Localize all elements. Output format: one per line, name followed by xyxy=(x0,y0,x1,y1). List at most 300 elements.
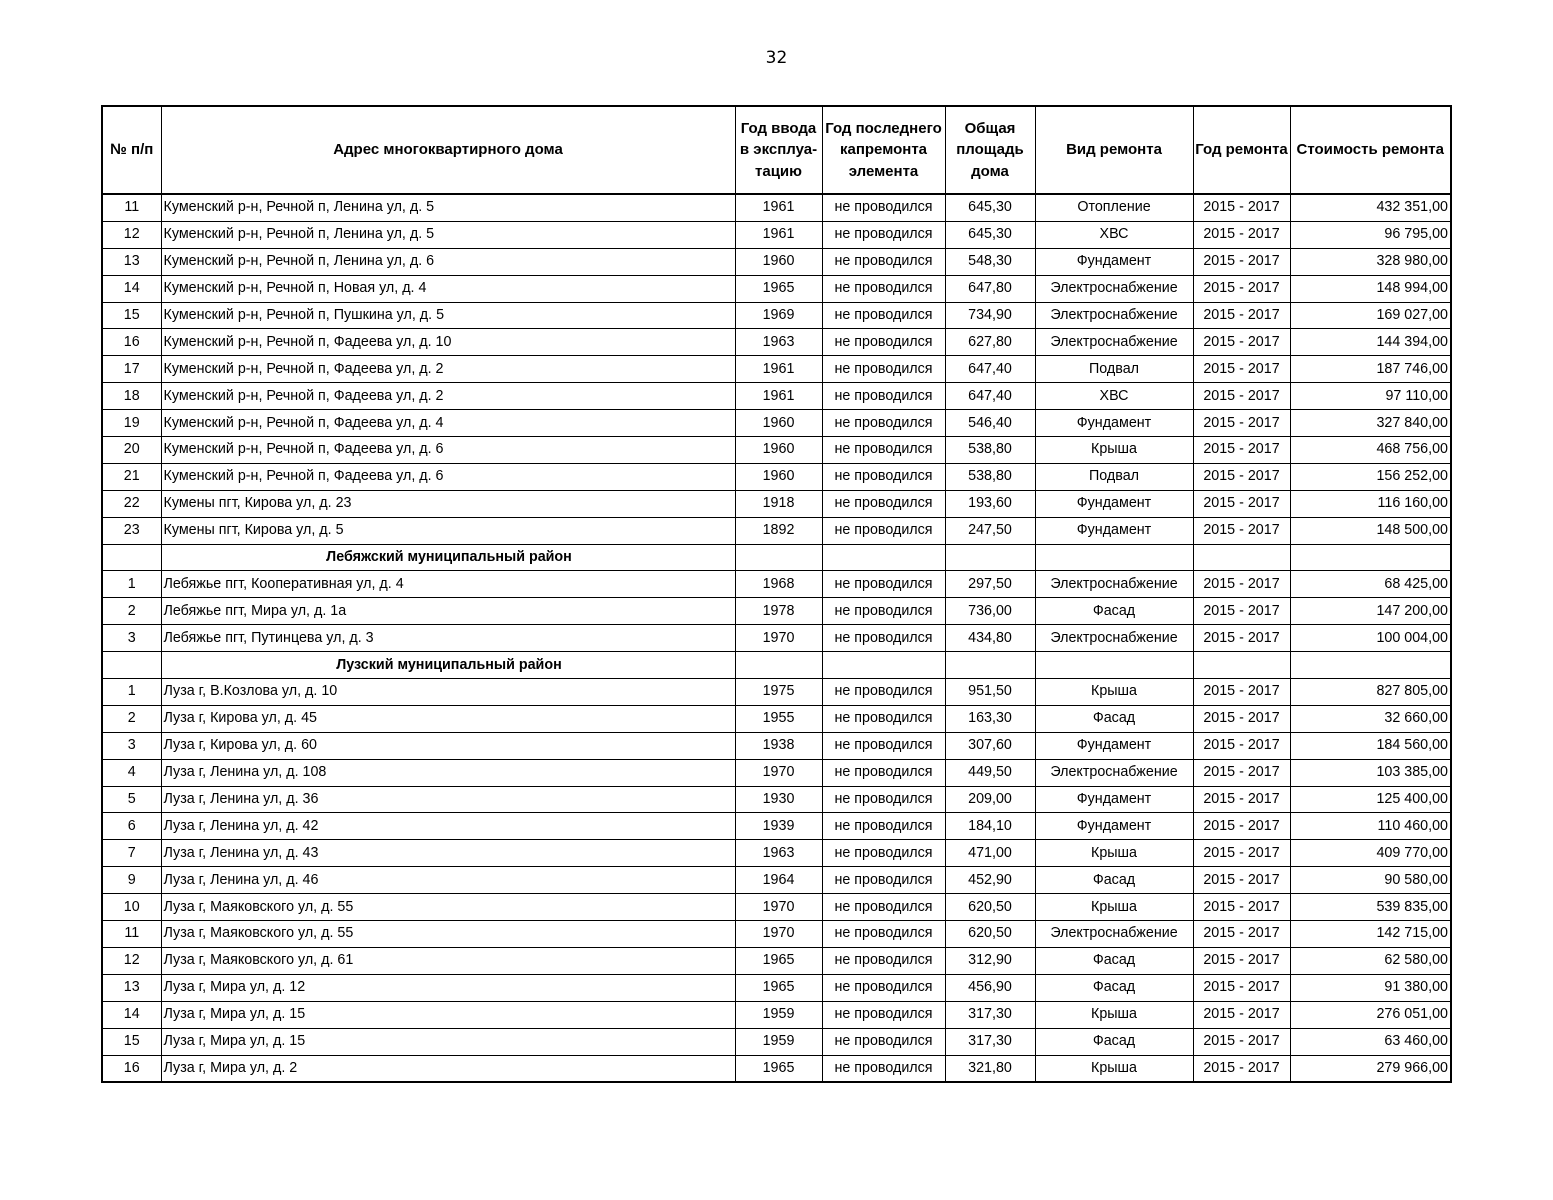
cell-repair-type: Крыша xyxy=(1035,840,1193,867)
cell-address: Луза г, Мира ул, д. 2 xyxy=(161,1055,735,1082)
header-cost: Стоимость ремонта xyxy=(1290,106,1451,194)
cell-address: Луза г, Кирова ул, д. 60 xyxy=(161,732,735,759)
cell-repair-type: Фасад xyxy=(1035,947,1193,974)
cell-repair-year: 2015 - 2017 xyxy=(1193,194,1290,221)
cell-repair-type: Фасад xyxy=(1035,974,1193,1001)
cell-year-built: 1961 xyxy=(735,194,822,221)
cell-num: 1 xyxy=(102,679,161,706)
cell-area: 456,90 xyxy=(945,974,1035,1001)
empty-cell xyxy=(1193,544,1290,571)
cell-area: 317,30 xyxy=(945,1001,1035,1028)
cell-address: Куменский р-н, Речной п, Ленина ул, д. 6 xyxy=(161,248,735,275)
cell-area: 620,50 xyxy=(945,921,1035,948)
table-row xyxy=(102,194,1451,221)
cell-last-repair: не проводился xyxy=(822,275,945,302)
cell-address: Куменский р-н, Речной п, Пушкина ул, д. 5 xyxy=(161,302,735,329)
cell-address: Луза г, Маяковского ул, д. 55 xyxy=(161,894,735,921)
table-row xyxy=(102,974,1451,1001)
table-row xyxy=(102,732,1451,759)
cell-cost: 468 756,00 xyxy=(1290,437,1451,464)
table-row xyxy=(102,410,1451,437)
cell-area: 734,90 xyxy=(945,302,1035,329)
cell-area: 317,30 xyxy=(945,1028,1035,1055)
cell-num: 17 xyxy=(102,356,161,383)
empty-cell xyxy=(1193,652,1290,679)
cell-area: 620,50 xyxy=(945,894,1035,921)
header-repair-year: Год ремонта xyxy=(1193,106,1290,194)
cell-address: Луза г, Мира ул, д. 12 xyxy=(161,974,735,1001)
cell-address: Куменский р-н, Речной п, Фадеева ул, д. 2 xyxy=(161,383,735,410)
cell-num: 7 xyxy=(102,840,161,867)
cell-cost: 148 500,00 xyxy=(1290,517,1451,544)
cell-num: 15 xyxy=(102,1028,161,1055)
cell-year-built: 1965 xyxy=(735,275,822,302)
cell-repair-type: Фасад xyxy=(1035,598,1193,625)
cell-address: Куменский р-н, Речной п, Фадеева ул, д. 6 xyxy=(161,463,735,490)
cell-address: Луза г, Мира ул, д. 15 xyxy=(161,1001,735,1028)
empty-cell xyxy=(102,544,161,571)
cell-area: 546,40 xyxy=(945,410,1035,437)
cell-repair-type: Подвал xyxy=(1035,356,1193,383)
cell-address: Луза г, Ленина ул, д. 42 xyxy=(161,813,735,840)
cell-address: Луза г, Мира ул, д. 15 xyxy=(161,1028,735,1055)
cell-cost: 110 460,00 xyxy=(1290,813,1451,840)
table-row xyxy=(102,571,1451,598)
cell-cost: 97 110,00 xyxy=(1290,383,1451,410)
cell-year-built: 1939 xyxy=(735,813,822,840)
cell-year-built: 1961 xyxy=(735,221,822,248)
empty-cell xyxy=(945,652,1035,679)
table-row xyxy=(102,840,1451,867)
cell-cost: 96 795,00 xyxy=(1290,221,1451,248)
table-header-row xyxy=(102,106,1451,194)
cell-last-repair: не проводился xyxy=(822,329,945,356)
cell-area: 297,50 xyxy=(945,571,1035,598)
cell-area: 307,60 xyxy=(945,732,1035,759)
cell-last-repair: не проводился xyxy=(822,759,945,786)
cell-cost: 187 746,00 xyxy=(1290,356,1451,383)
cell-repair-year: 2015 - 2017 xyxy=(1193,1028,1290,1055)
cell-repair-type: Электроснабжение xyxy=(1035,759,1193,786)
cell-repair-year: 2015 - 2017 xyxy=(1193,275,1290,302)
cell-cost: 328 980,00 xyxy=(1290,248,1451,275)
cell-cost: 279 966,00 xyxy=(1290,1055,1451,1082)
cell-repair-year: 2015 - 2017 xyxy=(1193,1001,1290,1028)
table-row xyxy=(102,1028,1451,1055)
cell-repair-year: 2015 - 2017 xyxy=(1193,867,1290,894)
table-row xyxy=(102,705,1451,732)
table-row xyxy=(102,437,1451,464)
cell-address: Куменский р-н, Речной п, Фадеева ул, д. 10 xyxy=(161,329,735,356)
cell-area: 184,10 xyxy=(945,813,1035,840)
cell-num: 2 xyxy=(102,705,161,732)
cell-year-built: 1963 xyxy=(735,840,822,867)
cell-num: 23 xyxy=(102,517,161,544)
cell-last-repair: не проводился xyxy=(822,732,945,759)
table-row xyxy=(102,1055,1451,1082)
header-repair-type: Вид ремонта xyxy=(1035,106,1193,194)
cell-address: Лебяжье пгт, Путинцева ул, д. 3 xyxy=(161,625,735,652)
cell-num: 16 xyxy=(102,1055,161,1082)
cell-year-built: 1965 xyxy=(735,947,822,974)
table-row xyxy=(102,383,1451,410)
cell-last-repair: не проводился xyxy=(822,1055,945,1082)
cell-year-built: 1959 xyxy=(735,1028,822,1055)
table-row xyxy=(102,517,1451,544)
cell-repair-type: Фундамент xyxy=(1035,248,1193,275)
cell-address: Луза г, Ленина ул, д. 46 xyxy=(161,867,735,894)
cell-repair-type: Фундамент xyxy=(1035,786,1193,813)
cell-num: 14 xyxy=(102,1001,161,1028)
cell-address: Лебяжье пгт, Кооперативная ул, д. 4 xyxy=(161,571,735,598)
cell-cost: 125 400,00 xyxy=(1290,786,1451,813)
cell-last-repair: не проводился xyxy=(822,679,945,706)
cell-repair-year: 2015 - 2017 xyxy=(1193,437,1290,464)
cell-area: 321,80 xyxy=(945,1055,1035,1082)
cell-repair-type: Крыша xyxy=(1035,1001,1193,1028)
cell-last-repair: не проводился xyxy=(822,437,945,464)
cell-repair-year: 2015 - 2017 xyxy=(1193,894,1290,921)
table-row xyxy=(102,813,1451,840)
cell-last-repair: не проводился xyxy=(822,921,945,948)
empty-cell xyxy=(822,652,945,679)
cell-cost: 169 027,00 xyxy=(1290,302,1451,329)
cell-year-built: 1960 xyxy=(735,410,822,437)
table-row xyxy=(102,786,1451,813)
cell-repair-year: 2015 - 2017 xyxy=(1193,974,1290,1001)
cell-cost: 90 580,00 xyxy=(1290,867,1451,894)
empty-cell xyxy=(1290,544,1451,571)
cell-repair-type: Фундамент xyxy=(1035,517,1193,544)
cell-repair-type: Подвал xyxy=(1035,463,1193,490)
cell-repair-year: 2015 - 2017 xyxy=(1193,705,1290,732)
cell-last-repair: не проводился xyxy=(822,302,945,329)
cell-address: Куменский р-н, Речной п, Ленина ул, д. 5 xyxy=(161,221,735,248)
cell-last-repair: не проводился xyxy=(822,490,945,517)
cell-address: Куменский р-н, Речной п, Фадеева ул, д. 6 xyxy=(161,437,735,464)
cell-num: 12 xyxy=(102,947,161,974)
cell-repair-year: 2015 - 2017 xyxy=(1193,625,1290,652)
cell-repair-type: Крыша xyxy=(1035,894,1193,921)
empty-cell xyxy=(822,544,945,571)
cell-num: 11 xyxy=(102,921,161,948)
cell-num: 2 xyxy=(102,598,161,625)
empty-cell xyxy=(1290,652,1451,679)
cell-year-built: 1961 xyxy=(735,356,822,383)
cell-num: 12 xyxy=(102,221,161,248)
cell-repair-type: Фасад xyxy=(1035,867,1193,894)
header-year-built: Год ввода в эксплуа-тацию xyxy=(735,106,822,194)
table-row xyxy=(102,921,1451,948)
cell-repair-year: 2015 - 2017 xyxy=(1193,248,1290,275)
cell-repair-year: 2015 - 2017 xyxy=(1193,786,1290,813)
cell-last-repair: не проводился xyxy=(822,463,945,490)
cell-last-repair: не проводился xyxy=(822,786,945,813)
cell-repair-year: 2015 - 2017 xyxy=(1193,490,1290,517)
cell-num: 22 xyxy=(102,490,161,517)
cell-cost: 156 252,00 xyxy=(1290,463,1451,490)
cell-repair-type: Фундамент xyxy=(1035,732,1193,759)
cell-year-built: 1938 xyxy=(735,732,822,759)
cell-cost: 63 460,00 xyxy=(1290,1028,1451,1055)
cell-repair-year: 2015 - 2017 xyxy=(1193,840,1290,867)
table-row xyxy=(102,894,1451,921)
cell-num: 19 xyxy=(102,410,161,437)
cell-num: 11 xyxy=(102,194,161,221)
table-row xyxy=(102,759,1451,786)
cell-address: Куменский р-н, Речной п, Фадеева ул, д. 4 xyxy=(161,410,735,437)
cell-area: 647,40 xyxy=(945,356,1035,383)
cell-area: 312,90 xyxy=(945,947,1035,974)
section-title: Лузский муниципальный район xyxy=(161,652,735,679)
cell-address: Луза г, В.Козлова ул, д. 10 xyxy=(161,679,735,706)
cell-area: 193,60 xyxy=(945,490,1035,517)
cell-area: 247,50 xyxy=(945,517,1035,544)
section-title: Лебяжский муниципальный район xyxy=(161,544,735,571)
cell-address: Луза г, Ленина ул, д. 43 xyxy=(161,840,735,867)
cell-address: Луза г, Маяковского ул, д. 55 xyxy=(161,921,735,948)
cell-num: 15 xyxy=(102,302,161,329)
cell-year-built: 1965 xyxy=(735,974,822,1001)
cell-cost: 32 660,00 xyxy=(1290,705,1451,732)
cell-area: 548,30 xyxy=(945,248,1035,275)
cell-year-built: 1959 xyxy=(735,1001,822,1028)
cell-last-repair: не проводился xyxy=(822,571,945,598)
table-row xyxy=(102,248,1451,275)
table-row xyxy=(102,598,1451,625)
cell-area: 538,80 xyxy=(945,463,1035,490)
table-row xyxy=(102,947,1451,974)
cell-cost: 144 394,00 xyxy=(1290,329,1451,356)
cell-area: 627,80 xyxy=(945,329,1035,356)
cell-year-built: 1955 xyxy=(735,705,822,732)
empty-cell xyxy=(945,544,1035,571)
cell-area: 452,90 xyxy=(945,867,1035,894)
cell-year-built: 1963 xyxy=(735,329,822,356)
cell-repair-type: Фасад xyxy=(1035,705,1193,732)
table-row xyxy=(102,302,1451,329)
cell-repair-year: 2015 - 2017 xyxy=(1193,1055,1290,1082)
cell-address: Луза г, Ленина ул, д. 36 xyxy=(161,786,735,813)
cell-last-repair: не проводился xyxy=(822,1001,945,1028)
cell-last-repair: не проводился xyxy=(822,1028,945,1055)
cell-last-repair: не проводился xyxy=(822,867,945,894)
cell-repair-year: 2015 - 2017 xyxy=(1193,383,1290,410)
cell-area: 647,80 xyxy=(945,275,1035,302)
cell-repair-type: ХВС xyxy=(1035,221,1193,248)
cell-cost: 276 051,00 xyxy=(1290,1001,1451,1028)
cell-repair-type: Крыша xyxy=(1035,679,1193,706)
cell-cost: 409 770,00 xyxy=(1290,840,1451,867)
cell-repair-year: 2015 - 2017 xyxy=(1193,679,1290,706)
cell-cost: 142 715,00 xyxy=(1290,921,1451,948)
page-number: 32 xyxy=(765,48,788,68)
cell-year-built: 1978 xyxy=(735,598,822,625)
cell-repair-type: ХВС xyxy=(1035,383,1193,410)
cell-num: 10 xyxy=(102,894,161,921)
cell-repair-type: Отопление xyxy=(1035,194,1193,221)
cell-repair-year: 2015 - 2017 xyxy=(1193,410,1290,437)
cell-last-repair: не проводился xyxy=(822,221,945,248)
cell-repair-year: 2015 - 2017 xyxy=(1193,947,1290,974)
cell-repair-type: Фасад xyxy=(1035,1028,1193,1055)
cell-year-built: 1970 xyxy=(735,894,822,921)
cell-repair-year: 2015 - 2017 xyxy=(1193,356,1290,383)
section-row xyxy=(102,544,1451,571)
cell-num: 21 xyxy=(102,463,161,490)
cell-last-repair: не проводился xyxy=(822,813,945,840)
table-row xyxy=(102,356,1451,383)
cell-cost: 539 835,00 xyxy=(1290,894,1451,921)
cell-repair-type: Электроснабжение xyxy=(1035,625,1193,652)
cell-num: 13 xyxy=(102,974,161,1001)
cell-repair-type: Электроснабжение xyxy=(1035,571,1193,598)
cell-num: 18 xyxy=(102,383,161,410)
cell-area: 163,30 xyxy=(945,705,1035,732)
section-row xyxy=(102,652,1451,679)
cell-year-built: 1968 xyxy=(735,571,822,598)
cell-year-built: 1930 xyxy=(735,786,822,813)
cell-last-repair: не проводился xyxy=(822,974,945,1001)
table-row xyxy=(102,490,1451,517)
cell-last-repair: не проводился xyxy=(822,194,945,221)
cell-cost: 62 580,00 xyxy=(1290,947,1451,974)
cell-address: Кумены пгт, Кирова ул, д. 5 xyxy=(161,517,735,544)
cell-cost: 327 840,00 xyxy=(1290,410,1451,437)
cell-num: 16 xyxy=(102,329,161,356)
cell-repair-type: Крыша xyxy=(1035,437,1193,464)
cell-last-repair: не проводился xyxy=(822,947,945,974)
cell-num: 14 xyxy=(102,275,161,302)
cell-num: 1 xyxy=(102,571,161,598)
cell-repair-year: 2015 - 2017 xyxy=(1193,813,1290,840)
cell-year-built: 1964 xyxy=(735,867,822,894)
cell-address: Луза г, Ленина ул, д. 108 xyxy=(161,759,735,786)
header-address: Адрес многоквартирного дома xyxy=(161,106,735,194)
table-row xyxy=(102,275,1451,302)
cell-address: Лебяжье пгт, Мира ул, д. 1а xyxy=(161,598,735,625)
empty-cell xyxy=(102,652,161,679)
table-row xyxy=(102,221,1451,248)
cell-cost: 116 160,00 xyxy=(1290,490,1451,517)
cell-year-built: 1960 xyxy=(735,463,822,490)
cell-cost: 184 560,00 xyxy=(1290,732,1451,759)
cell-cost: 827 805,00 xyxy=(1290,679,1451,706)
cell-area: 645,30 xyxy=(945,194,1035,221)
cell-num: 9 xyxy=(102,867,161,894)
cell-cost: 91 380,00 xyxy=(1290,974,1451,1001)
cell-repair-type: Электроснабжение xyxy=(1035,275,1193,302)
cell-year-built: 1960 xyxy=(735,248,822,275)
cell-last-repair: не проводился xyxy=(822,840,945,867)
table-row xyxy=(102,867,1451,894)
cell-repair-year: 2015 - 2017 xyxy=(1193,463,1290,490)
header-last-repair: Год последнего капремонта элемента xyxy=(822,106,945,194)
cell-repair-year: 2015 - 2017 xyxy=(1193,329,1290,356)
cell-last-repair: не проводился xyxy=(822,383,945,410)
empty-cell xyxy=(735,652,822,679)
cell-address: Кумены пгт, Кирова ул, д. 23 xyxy=(161,490,735,517)
cell-area: 449,50 xyxy=(945,759,1035,786)
cell-repair-type: Фундамент xyxy=(1035,813,1193,840)
cell-last-repair: не проводился xyxy=(822,894,945,921)
cell-address: Куменский р-н, Речной п, Новая ул, д. 4 xyxy=(161,275,735,302)
cell-num: 3 xyxy=(102,732,161,759)
cell-cost: 148 994,00 xyxy=(1290,275,1451,302)
cell-cost: 100 004,00 xyxy=(1290,625,1451,652)
cell-num: 6 xyxy=(102,813,161,840)
cell-area: 951,50 xyxy=(945,679,1035,706)
cell-year-built: 1965 xyxy=(735,1055,822,1082)
cell-num: 13 xyxy=(102,248,161,275)
cell-year-built: 1892 xyxy=(735,517,822,544)
cell-last-repair: не проводился xyxy=(822,356,945,383)
cell-year-built: 1918 xyxy=(735,490,822,517)
empty-cell xyxy=(1035,652,1193,679)
cell-num: 5 xyxy=(102,786,161,813)
cell-year-built: 1970 xyxy=(735,759,822,786)
table-row xyxy=(102,1001,1451,1028)
cell-last-repair: не проводился xyxy=(822,248,945,275)
cell-repair-type: Электроснабжение xyxy=(1035,329,1193,356)
table-row xyxy=(102,463,1451,490)
empty-cell xyxy=(735,544,822,571)
cell-repair-type: Фундамент xyxy=(1035,410,1193,437)
cell-area: 647,40 xyxy=(945,383,1035,410)
header-area: Общая площадь дома xyxy=(945,106,1035,194)
table-row xyxy=(102,625,1451,652)
cell-address: Луза г, Кирова ул, д. 45 xyxy=(161,705,735,732)
cell-last-repair: не проводился xyxy=(822,598,945,625)
cell-area: 434,80 xyxy=(945,625,1035,652)
cell-repair-year: 2015 - 2017 xyxy=(1193,517,1290,544)
cell-year-built: 1961 xyxy=(735,383,822,410)
cell-num: 20 xyxy=(102,437,161,464)
table-row xyxy=(102,679,1451,706)
cell-area: 209,00 xyxy=(945,786,1035,813)
cell-repair-type: Электроснабжение xyxy=(1035,302,1193,329)
cell-cost: 103 385,00 xyxy=(1290,759,1451,786)
cell-repair-year: 2015 - 2017 xyxy=(1193,921,1290,948)
header-num: № п/п xyxy=(102,106,161,194)
cell-year-built: 1970 xyxy=(735,921,822,948)
cell-year-built: 1970 xyxy=(735,625,822,652)
cell-num: 3 xyxy=(102,625,161,652)
cell-repair-year: 2015 - 2017 xyxy=(1193,732,1290,759)
cell-cost: 432 351,00 xyxy=(1290,194,1451,221)
cell-repair-year: 2015 - 2017 xyxy=(1193,598,1290,625)
cell-last-repair: не проводился xyxy=(822,517,945,544)
cell-year-built: 1960 xyxy=(735,437,822,464)
cell-area: 736,00 xyxy=(945,598,1035,625)
cell-address: Куменский р-н, Речной п, Фадеева ул, д. 2 xyxy=(161,356,735,383)
cell-last-repair: не проводился xyxy=(822,410,945,437)
repair-program-table xyxy=(101,105,1452,1083)
cell-repair-year: 2015 - 2017 xyxy=(1193,571,1290,598)
cell-repair-type: Крыша xyxy=(1035,1055,1193,1082)
cell-cost: 68 425,00 xyxy=(1290,571,1451,598)
cell-area: 471,00 xyxy=(945,840,1035,867)
cell-repair-type: Электроснабжение xyxy=(1035,921,1193,948)
cell-last-repair: не проводился xyxy=(822,625,945,652)
table-row xyxy=(102,329,1451,356)
cell-repair-year: 2015 - 2017 xyxy=(1193,302,1290,329)
cell-address: Луза г, Маяковского ул, д. 61 xyxy=(161,947,735,974)
cell-repair-year: 2015 - 2017 xyxy=(1193,759,1290,786)
cell-year-built: 1969 xyxy=(735,302,822,329)
table-body xyxy=(102,194,1451,1082)
empty-cell xyxy=(1035,544,1193,571)
